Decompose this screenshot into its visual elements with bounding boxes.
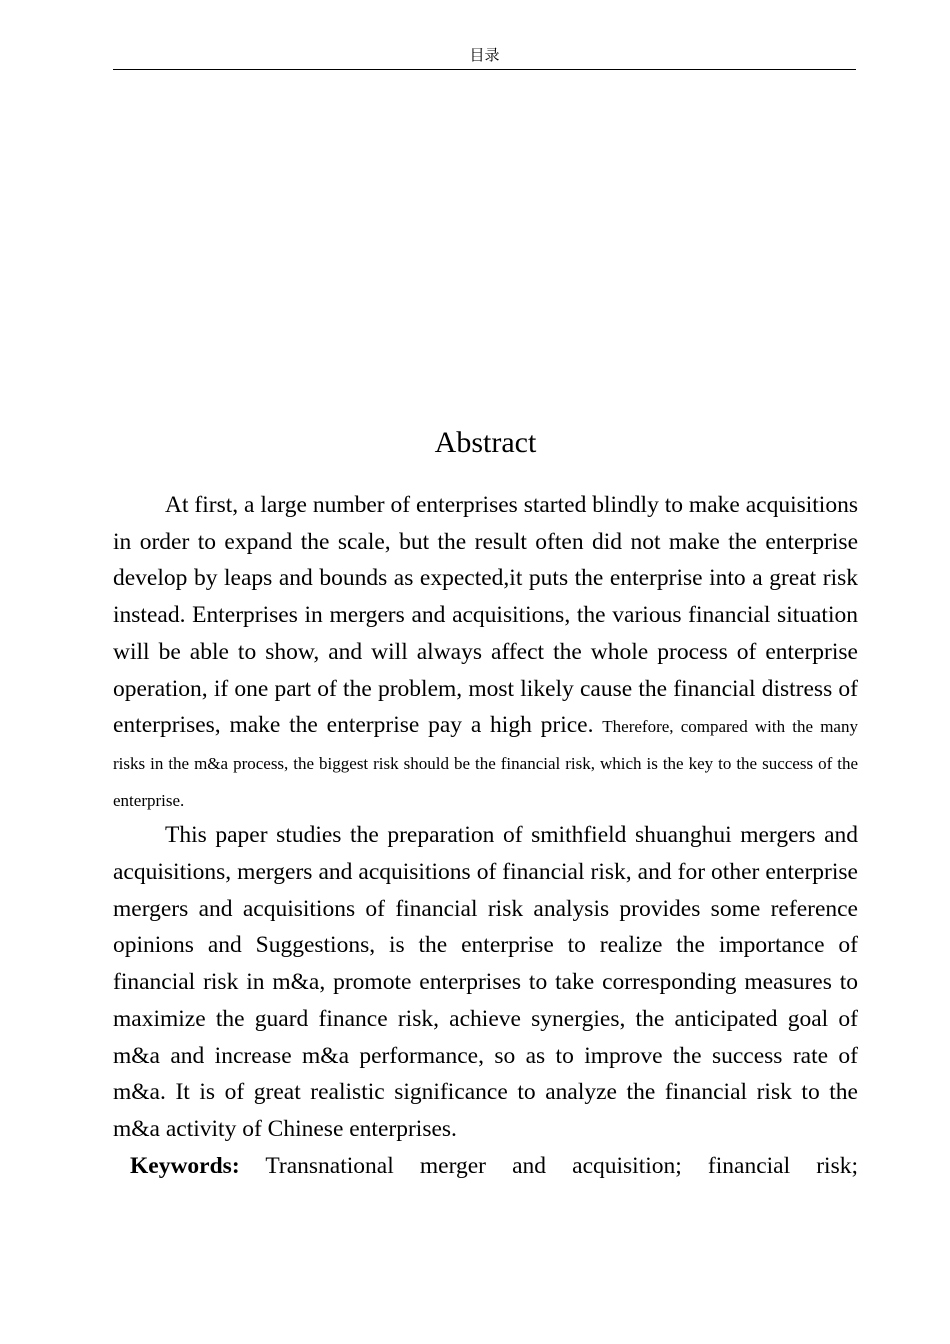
abstract-title: Abstract: [434, 426, 537, 459]
keywords-label: Keywords:: [130, 1152, 240, 1179]
abstract-paragraph-2: This paper studies the preparation of smithfield shuanghui mergers and acquisitions, mergers and acquisitions of financial risk, and for other enterprise mergers and acquisitions of financial risk analysis provides some reference opinions and Suggestions, is the enterprise to realize the importance of financial risk in m&a, promote enterprises to take corresponding measures to maximize the guard finance risk, achieve synergies, the anticipated goal of m&a and increase m&a performance, so as to improve the success rate of m&a. It is of great realistic significance to analyze the financial risk to the m&a activity of Chinese enterprises.: [113, 822, 858, 1142]
keywords-text: Transnational merger and acquisition; financial risk;: [265, 1152, 858, 1179]
page-header: [113, 44, 856, 70]
keywords-line: [113, 1148, 858, 1185]
abstract-paragraph-1: [113, 487, 858, 817]
abstract-paragraph-1-small: Therefore, compared with the many risks in the m&a process, the biggest risk should be the financial risk, which is the key to the success of the enterprise.: [113, 717, 858, 810]
abstract-paragraph-1-main: At first, a large number of enterprises started blindly to make acquisitions in order to expand the scale, but the result often did not make the enterprise develop by leaps and bounds as expected,it puts the enterprise into a great risk instead. Enterprises in mergers and acquisitions, the various financial situation will be able to show, and will always affect the whole process of enterprise operation, if one part of the problem, most likely cause the financial distress of enterprises, make the enterprise pay a high price.: [113, 492, 858, 739]
abstract-body: [113, 487, 858, 1184]
header-title: 目录: [469, 46, 500, 64]
